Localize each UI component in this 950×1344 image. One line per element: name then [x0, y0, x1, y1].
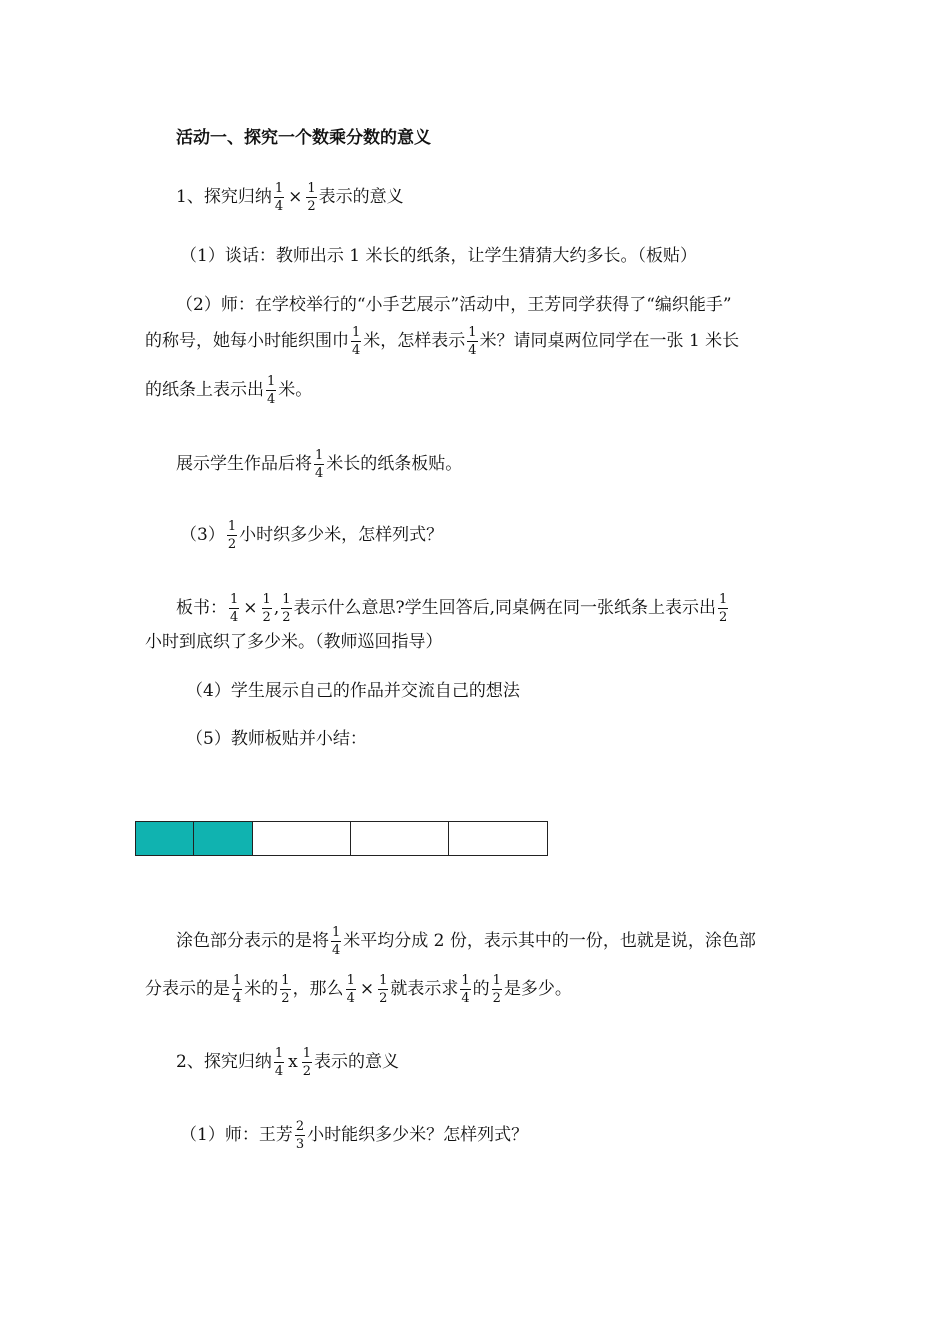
fraction-numerator: 1 [307, 181, 316, 196]
paragraph-3 [176, 449, 462, 480]
fraction-numerator: 1 [274, 181, 284, 196]
fraction [346, 974, 356, 1005]
fraction [314, 449, 324, 480]
fraction-numerator: 1 [282, 592, 291, 607]
strip-segment-shaded [194, 822, 253, 855]
paragraph-4-text: （3） [180, 525, 225, 545]
section-heading [176, 126, 431, 150]
fraction [227, 520, 237, 551]
fraction-denominator: 4 [346, 991, 355, 1006]
fraction-denominator: 2 [379, 991, 388, 1006]
fraction-denominator: 4 [468, 343, 477, 358]
fraction-numerator: 1 [274, 1046, 284, 1061]
fraction [378, 974, 388, 1005]
fraction [467, 326, 477, 357]
subsection-1-prefix: 1、探究归纳 [176, 187, 272, 207]
fraction-denominator: 2 [719, 610, 728, 625]
paragraph-2-text: 的称号，她每小时能织围巾 [145, 331, 349, 351]
paragraph-2-text: （2）师：在学校举行的“小手艺展示”活动中，王芳同学获得了“编织能手” [176, 295, 732, 315]
fraction [302, 1047, 312, 1078]
fraction-denominator: 3 [295, 1137, 305, 1152]
paragraph-8-text: 分表示的是 [145, 979, 230, 999]
paragraph-6 [186, 679, 520, 703]
fraction-denominator: 2 [307, 199, 316, 214]
fraction-numerator: 1 [352, 325, 361, 340]
paragraph-5-text: 板书： [176, 598, 227, 618]
paragraph-8-line-1 [176, 926, 756, 957]
heading-text: 活动一、探究一个数乘分数的意义 [176, 128, 431, 148]
fraction-denominator: 4 [233, 991, 242, 1006]
fraction [331, 926, 341, 957]
paragraph-2-line-1 [176, 293, 732, 317]
paragraph-3-text: 展示学生作品后将 [176, 454, 312, 474]
paragraph-5-text: 表示什么意思?学生回答后,同桌俩在同一张纸条上表示出 [293, 598, 717, 618]
fraction-denominator: 4 [332, 943, 341, 958]
fraction-numerator: 1 [233, 973, 242, 988]
fraction-numerator: 1 [719, 592, 728, 607]
paragraph-3-text: 米长的纸条板贴。 [326, 454, 463, 474]
fraction-numerator: 1 [281, 973, 290, 988]
fraction [718, 593, 728, 624]
fraction [274, 182, 284, 213]
paragraph-2-text: 米，怎样表示 [363, 331, 466, 351]
multiply-sign: x [288, 1052, 298, 1072]
fraction-denominator: 2 [492, 991, 501, 1006]
fraction [232, 974, 242, 1005]
fraction-numerator: 1 [492, 973, 501, 988]
comma: , [273, 598, 280, 618]
fraction-denominator: 4 [230, 610, 239, 625]
strip-segment-empty [351, 822, 449, 855]
fraction [280, 974, 290, 1005]
fraction-numerator: 1 [230, 592, 239, 607]
paragraph-7 [186, 727, 367, 751]
paragraph-1 [180, 244, 697, 268]
fraction-numerator: 1 [262, 592, 271, 607]
fraction-numerator: 1 [267, 374, 276, 389]
strip-segment-shaded [136, 822, 194, 855]
paragraph-8-line-2 [145, 974, 572, 1005]
paragraph-2-line-2 [145, 326, 739, 357]
paragraph-8-text: 就表示求 [390, 979, 459, 999]
subsection-2-suffix: 表示的意义 [313, 1052, 399, 1072]
paragraph-8-text: 是多少。 [503, 979, 572, 999]
fraction-denominator: 2 [302, 1064, 311, 1079]
fraction [351, 326, 361, 357]
fraction-numerator: 1 [379, 973, 388, 988]
fraction-denominator: 2 [227, 537, 237, 552]
fraction [306, 182, 316, 213]
fraction-denominator: 2 [282, 610, 291, 625]
paragraph-2-text: 米。 [278, 380, 313, 400]
fraction [266, 375, 276, 406]
multiply-sign: × [243, 598, 258, 618]
paragraph-9-text: （1）师：王芳 [180, 1125, 293, 1145]
paragraph-6-text: （4）学生展示自己的作品并交流自己的想法 [186, 681, 520, 701]
paragraph-8-text: 米的 [244, 979, 279, 999]
fraction-denominator: 4 [274, 1064, 284, 1079]
paragraph-5-line-2 [145, 630, 443, 654]
fraction [295, 1120, 305, 1151]
fraction-numerator: 1 [461, 973, 470, 988]
fraction [281, 593, 291, 624]
fraction-denominator: 4 [267, 392, 276, 407]
paragraph-2-text: 的纸条上表示出 [145, 380, 264, 400]
paragraph-7-text: （5）教师板贴并小结： [186, 729, 367, 749]
fraction-numerator: 1 [332, 925, 341, 940]
paragraph-5-line-1 [176, 593, 730, 624]
paragraph-8-text: 涂色部分表示的是将 [176, 931, 329, 951]
subsection-1 [176, 182, 404, 213]
fraction [492, 974, 502, 1005]
fraction-denominator: 4 [315, 466, 324, 481]
fraction-denominator: 4 [461, 991, 470, 1006]
multiply-sign: × [288, 187, 303, 207]
fraction-numerator: 1 [315, 448, 324, 463]
strip-segment-empty [253, 822, 351, 855]
paragraph-8-text: ，那么 [292, 979, 344, 999]
subsection-2 [176, 1047, 399, 1078]
paragraph-8-text: 米平均分成 2 份，表示其中的一份，也就是说，涂色部 [343, 931, 756, 951]
paragraph-1-text: （1）谈话：教师出示 1 米长的纸条，让学生猜猜大约多长。（板贴） [180, 246, 697, 266]
paragraph-2-line-3 [145, 375, 312, 406]
paragraph-9 [180, 1120, 528, 1151]
fraction [262, 593, 272, 624]
paragraph-4-text: 小时织多少米，怎样列式？ [239, 525, 444, 545]
strip-segment-empty [449, 822, 547, 855]
fraction-denominator: 2 [281, 991, 290, 1006]
fraction-numerator: 1 [302, 1046, 311, 1061]
fraction [274, 1047, 284, 1078]
fraction-numerator: 1 [227, 519, 237, 534]
fraction-denominator: 2 [262, 610, 271, 625]
fraction [460, 974, 470, 1005]
multiply-sign: × [359, 979, 375, 999]
paper-strip-diagram [135, 821, 548, 856]
fraction-numerator: 1 [346, 973, 355, 988]
fraction [229, 593, 239, 624]
subsection-1-suffix: 表示的意义 [318, 187, 404, 207]
paragraph-4 [180, 520, 443, 551]
paragraph-8-text: 的 [472, 979, 490, 999]
paragraph-5-text: 小时到底织了多少米。（教师巡回指导） [145, 632, 443, 652]
fraction-numerator: 1 [468, 325, 477, 340]
fraction-denominator: 4 [274, 199, 284, 214]
subsection-2-prefix: 2、探究归纳 [176, 1052, 272, 1072]
fraction-denominator: 4 [352, 343, 361, 358]
paragraph-9-text: 小时能织多少米？怎样列式？ [307, 1125, 529, 1145]
paragraph-2-text: 米？请同桌两位同学在一张 1 米长 [479, 331, 740, 351]
fraction-numerator: 2 [295, 1119, 305, 1134]
